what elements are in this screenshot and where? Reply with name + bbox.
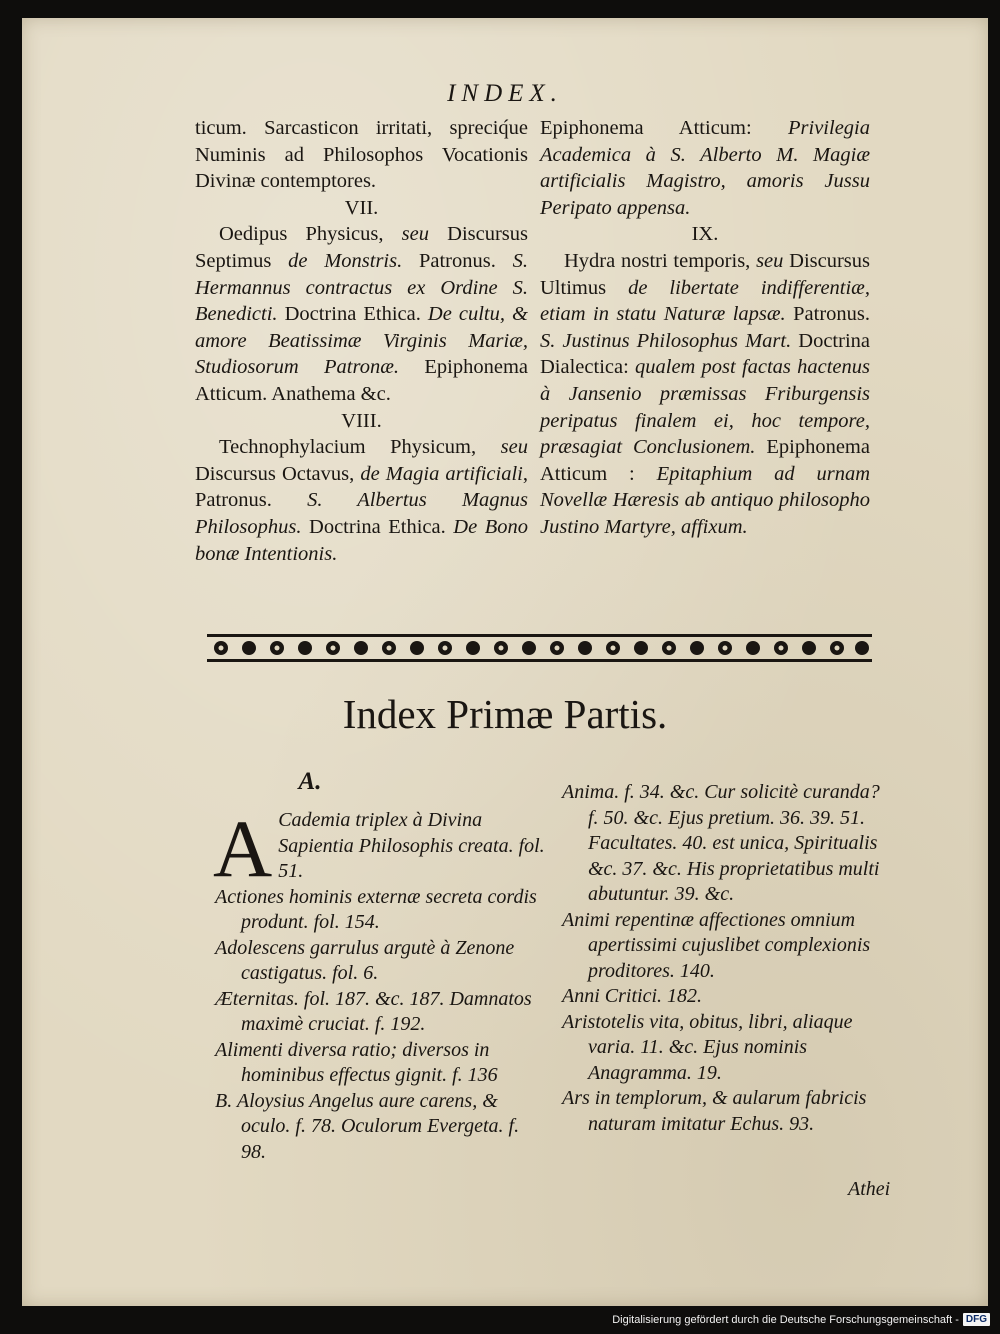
chapter-8-numeral: VIII.: [341, 409, 382, 432]
index-entry: Anni Critici. 182.: [562, 985, 702, 1007]
index-left-column: [213, 803, 549, 1165]
index-entry: B. Aloysius Angelus aure carens, & oculo. f. 78. Oculorum Evergeta. f. 98.: [215, 1089, 520, 1163]
index-letter-heading: A.: [298, 768, 322, 795]
chapter-6-tail: ticum. Sarcasticon irritati, spreciq́ue Numinis ad Philosophos Vocationis Divinæ contemptores.: [195, 117, 528, 193]
footer-text: Digitalisierung gefördert durch die Deutsche Forschungsgemeinschaft -: [612, 1313, 959, 1326]
section-title: Index Primæ Partis.: [342, 691, 668, 737]
running-head: INDEX.: [447, 80, 563, 107]
index-entry: Animi repentinæ affectiones omnium apertissimi cujuslibet complexionis proditores. 140.: [562, 908, 871, 982]
chapter-9-numeral: IX.: [691, 223, 719, 246]
index-entry: Actiones hominis externæ secreta cordis produnt. fol. 154.: [215, 885, 537, 933]
dfg-logo: DFG: [963, 1313, 990, 1326]
index-entry: Aristotelis vita, obitus, libri, aliaque varia. 11. &c. Ejus nominis Anagramma. 19.: [562, 1010, 853, 1084]
drop-cap: A: [213, 803, 273, 894]
index-entry: Alimenti diversa ratio; diversos in hominibus effectus gignit. f. 136: [215, 1038, 498, 1086]
decorative-ornament-band: [207, 630, 872, 666]
top-right-column: [540, 115, 870, 541]
chapter-7-numeral: VII.: [344, 196, 379, 219]
ornament-icon: [207, 630, 872, 666]
index-entry: Æternitas. fol. 187. &c. 187. Damnatos maximè cruciat. f. 192.: [215, 987, 532, 1035]
index-right-column: [562, 780, 882, 1137]
index-entry: A Cademia triplex à Divina Sapientia Philosophis creata. fol. 51.: [213, 803, 545, 894]
chapter-7-text: Oedipus Physicus, seu Discursus Septimus de Monstris. Patronus. S. Hermannus contractus ex Ordine S. Benedicti. Doctrina Ethica. De cultu, & amore Beatissimæ Virginis Mariæ, Studiosorum Patronæ. Epiphonema Atticum. Anathema &c.: [195, 223, 528, 405]
index-entry: Anima. f. 34. &c. Cur solicitè curanda? f. 50. &c. Ejus pretium. 36. 39. 51. Facultates. 40. est unica, Spiritualis &c. 37. &c. His proprietatibus multi abutuntur. 39. &c.: [562, 781, 880, 905]
top-left-column: [195, 115, 528, 567]
index-entry: Ars in templorum, & aularum fabricis naturam imitatur Echus. 93.: [562, 1087, 867, 1135]
chapter-8-tail: Epiphonema Atticum: Privilegia Academica à S. Alberto M. Magiæ artificialis Magistro, amoris Jussu Peripato appensa.: [540, 117, 870, 219]
footer-credit: [612, 1313, 990, 1326]
book-page: [22, 18, 988, 1306]
chapter-9-text: Hydra nostri temporis, seu Discursus Ultimus de libertate indifferentiæ, etiam in statu Naturæ lapsæ. Patronus. S. Justinus Philosophus Mart. Doctrina Dialectica: qualem post factas hactenus à Jansenio præmissas Friburgensis peripatus finalem ei, hoc tempore, præsagiat Conclusionem. Epiphonema Atticum : Epitaphium ad urnam Novellæ Hæresis ab antiquo philosopho Justino Martyre, affixum.: [540, 249, 871, 538]
chapter-8-text: Technophylacium Physicum, seu Discursus Octavus, de Magia artificiali, Patronus. S. Albertus Magnus Philosophus. Doctrina Ethica. De Bono bonæ Intentionis.: [195, 436, 529, 565]
catchword: Athei: [848, 1178, 891, 1200]
index-entry: Adolescens garrulus argutè à Zenone castigatus. fol. 6.: [215, 936, 515, 984]
